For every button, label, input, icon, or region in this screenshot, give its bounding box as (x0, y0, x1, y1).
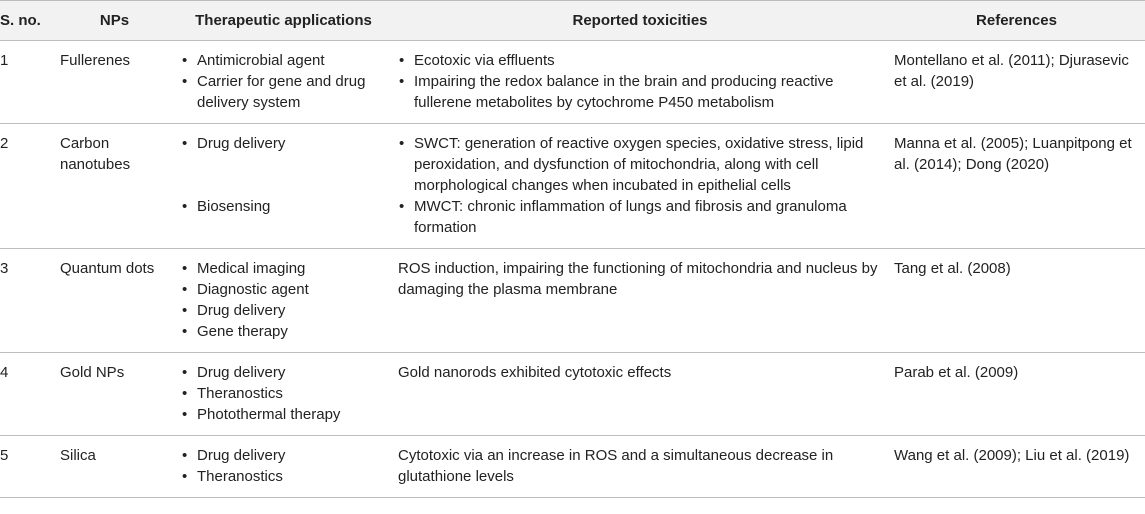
table-row (0, 436, 1145, 498)
table-row (0, 124, 1145, 249)
list-item: • Ecotoxic via effluents (398, 50, 882, 71)
cell-applications (175, 124, 392, 249)
cell-sno: 3 (0, 260, 9, 277)
cell-sno: 4 (0, 364, 9, 381)
list-item: • Theranostics (181, 466, 386, 487)
list-item: • Theranostics (181, 383, 386, 404)
list-item: • MWCT: chronic inflammation of lungs and fibrosis and granuloma formation (398, 196, 882, 238)
header-row (0, 1, 1145, 41)
cell-np: Carbon nanotubes (60, 135, 131, 173)
list-item: • Biosensing (181, 196, 386, 217)
header-therapeutic-applications: Therapeutic applications (175, 1, 392, 41)
list-item: • Gene therapy (181, 321, 386, 342)
table-row (0, 353, 1145, 436)
cell-toxicities: Gold nanorods exhibited cytotoxic effects (398, 364, 672, 381)
list-spacer (181, 154, 386, 175)
applications-list (181, 258, 386, 342)
cell-np: Gold NPs (60, 364, 125, 381)
header-nps: NPs (54, 1, 175, 41)
list-item: • Drug delivery (181, 362, 386, 383)
cell-applications (175, 436, 392, 498)
cell-np: Quantum dots (60, 260, 155, 277)
table-row (0, 249, 1145, 353)
cell-toxicities (392, 124, 888, 249)
header-sno: S. no. (0, 1, 54, 41)
cell-sno: 5 (0, 447, 9, 464)
table-row (0, 41, 1145, 124)
toxicities-list (398, 133, 882, 238)
list-item: • Carrier for gene and drug delivery system (181, 71, 386, 113)
applications-list (181, 133, 386, 217)
list-item: • Antimicrobial agent (181, 50, 386, 71)
applications-list (181, 445, 386, 487)
list-item: • Diagnostic agent (181, 279, 386, 300)
cell-sno: 2 (0, 135, 9, 152)
applications-list (181, 362, 386, 425)
cell-np: Fullerenes (60, 52, 131, 69)
list-item: • Drug delivery (181, 445, 386, 466)
list-item: • Medical imaging (181, 258, 386, 279)
list-item: • Impairing the redox balance in the brain and producing reactive fullerene metabolites by cytochrome P450 metabolism (398, 71, 882, 113)
cell-applications (175, 41, 392, 124)
list-item: • Drug delivery (181, 300, 386, 321)
cell-np: Silica (60, 447, 96, 464)
toxicities-list (398, 50, 882, 113)
cell-references: Manna et al. (2005); Luanpitpong et al. (2014); Dong (2020) (894, 135, 1132, 173)
cell-references: Montellano et al. (2011); Djurasevic et al. (2019) (894, 52, 1129, 90)
applications-list (181, 50, 386, 113)
cell-references: Parab et al. (2009) (894, 364, 1019, 381)
cell-references: Tang et al. (2008) (894, 260, 1011, 277)
cell-references: Wang et al. (2009); Liu et al. (2019) (894, 447, 1130, 464)
cell-toxicities: ROS induction, impairing the functioning of mitochondria and nucleus by damaging the plasma membrane (398, 260, 878, 298)
cell-applications (175, 249, 392, 353)
list-item: • Photothermal therapy (181, 404, 386, 425)
cell-sno: 1 (0, 52, 9, 69)
list-item: • Drug delivery (181, 133, 386, 154)
list-item: • SWCT: generation of reactive oxygen species, oxidative stress, lipid peroxidation, and dysfunction of mitochondria, along with cell morphological changes when incubated in epithelial cells (398, 133, 882, 196)
cell-toxicities: Cytotoxic via an increase in ROS and a simultaneous decrease in glutathione levels (398, 447, 834, 485)
list-spacer (181, 175, 386, 196)
header-reported-toxicities: Reported toxicities (392, 1, 888, 41)
cell-applications (175, 353, 392, 436)
header-references: References (888, 1, 1145, 41)
cell-toxicities (392, 41, 888, 124)
